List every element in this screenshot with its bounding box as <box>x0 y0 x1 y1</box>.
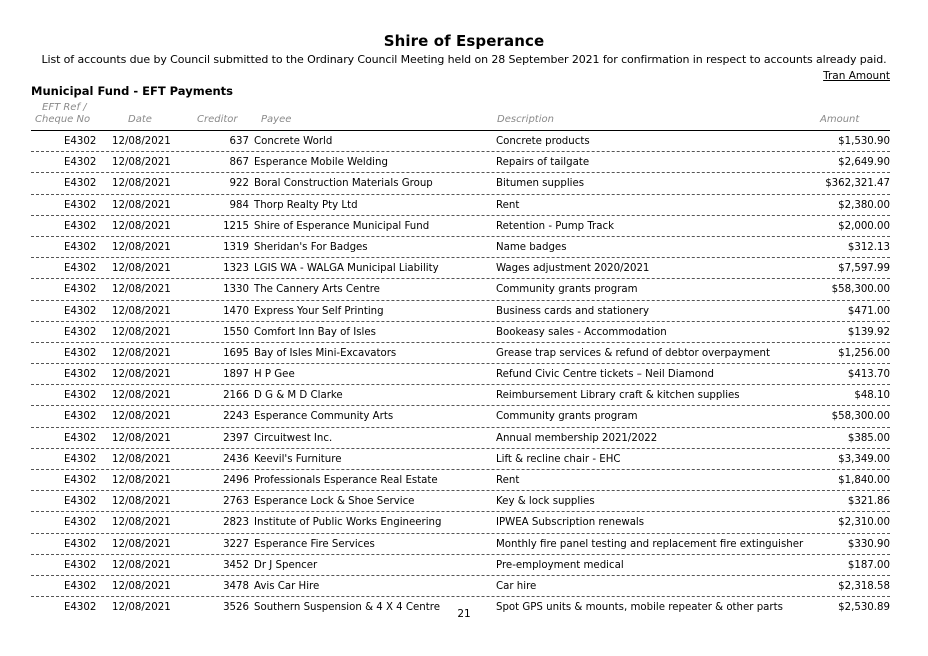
cell-amount: $413.70 <box>847 369 890 381</box>
table-row <box>31 216 890 237</box>
cell-date: 12/08/2021 <box>112 580 171 592</box>
cell-date: 12/08/2021 <box>112 453 171 465</box>
cell-payee: Southern Suspension & 4 X 4 Centre <box>254 602 440 614</box>
cell-creditor: 3452 <box>223 559 249 571</box>
table-row <box>31 364 890 385</box>
cell-date: 12/08/2021 <box>112 263 171 275</box>
cell-description: IPWEA Subscription renewals <box>496 517 645 529</box>
cell-payee: Circuitwest Inc. <box>254 432 333 444</box>
cell-amount: $385.00 <box>847 432 890 444</box>
cell-creditor: 1319 <box>223 241 249 253</box>
cell-description: Community grants program <box>496 411 638 423</box>
cell-description: Business cards and stationery <box>496 305 649 317</box>
cell-eft-ref: E4302 <box>64 475 97 486</box>
cell-amount: $187.00 <box>847 559 890 571</box>
cell-payee: Dr J Spencer <box>254 559 318 571</box>
cell-amount: $58,300.00 <box>831 284 890 296</box>
cell-date: 12/08/2021 <box>112 432 171 444</box>
cell-eft-ref: E4302 <box>64 241 97 253</box>
payments-table-body <box>31 131 890 617</box>
header-description: Description <box>497 114 554 125</box>
cell-creditor: 3526 <box>223 602 249 614</box>
cell-date: 12/08/2021 <box>112 369 171 381</box>
cell-amount: $2,649.90 <box>838 157 890 169</box>
cell-eft-ref: E4302 <box>64 390 97 402</box>
cell-creditor: 1470 <box>223 305 249 317</box>
cell-date: 12/08/2021 <box>112 284 171 296</box>
cell-description: Concrete products <box>496 136 590 147</box>
cell-creditor: 1695 <box>223 347 249 359</box>
table-row <box>31 385 890 406</box>
cell-creditor: 3227 <box>223 538 249 550</box>
cell-description: Lift & recline chair - EHC <box>496 453 621 465</box>
cell-payee: Avis Car Hire <box>254 580 320 592</box>
cell-amount: $1,840.00 <box>838 475 890 486</box>
table-row <box>31 534 890 555</box>
cell-eft-ref: E4302 <box>64 136 97 147</box>
tran-amount-link[interactable]: Tran Amount <box>823 70 890 82</box>
header-creditor: Creditor <box>197 114 238 125</box>
cell-date: 12/08/2021 <box>112 390 171 402</box>
cell-amount: $58,300.00 <box>831 411 890 423</box>
cell-description: Repairs of tailgate <box>496 157 590 169</box>
cell-eft-ref: E4302 <box>64 602 97 614</box>
cell-description: Bookeasy sales - Accommodation <box>496 326 667 338</box>
cell-description: Wages adjustment 2020/2021 <box>496 263 650 275</box>
cell-eft-ref: E4302 <box>64 284 97 296</box>
header-date: Date <box>128 114 152 125</box>
cell-creditor: 2166 <box>223 390 249 402</box>
cell-date: 12/08/2021 <box>112 517 171 529</box>
cell-amount: $2,380.00 <box>838 199 890 211</box>
page-number: 21 <box>457 608 471 620</box>
cell-amount: $471.00 <box>847 305 890 317</box>
cell-description: Monthly fire panel testing and replacement fire extinguisher <box>496 538 804 550</box>
cell-payee: D G & M D Clarke <box>254 390 343 402</box>
cell-eft-ref: E4302 <box>64 263 97 275</box>
cell-payee: Institute of Public Works Engineering <box>254 517 442 529</box>
cell-amount: $48.10 <box>854 390 890 402</box>
table-row <box>31 152 890 173</box>
cell-eft-ref: E4302 <box>64 432 97 444</box>
cell-payee: Sheridan's For Badges <box>254 241 368 253</box>
document-subtitle: List of accounts due by Council submitted to the Ordinary Council Meeting held on 28 September 2021 for confirmation in respect to accounts already paid. <box>41 53 887 66</box>
table-row <box>31 131 890 152</box>
cell-eft-ref: E4302 <box>64 538 97 550</box>
cell-payee: Boral Construction Materials Group <box>254 178 433 190</box>
cell-eft-ref: E4302 <box>64 326 97 338</box>
cell-description: Reimbursement Library craft & kitchen supplies <box>496 390 740 402</box>
table-row <box>31 491 890 512</box>
cell-description: Key & lock supplies <box>496 496 595 508</box>
cell-date: 12/08/2021 <box>112 136 171 147</box>
table-row <box>31 576 890 597</box>
cell-creditor: 2436 <box>223 453 249 465</box>
cell-date: 12/08/2021 <box>112 305 171 317</box>
cell-amount: $1,530.90 <box>838 136 890 147</box>
cell-payee: LGIS WA - WALGA Municipal Liability <box>254 263 439 275</box>
cell-amount: $7,597.99 <box>838 263 890 275</box>
cell-amount: $2,318.58 <box>838 580 890 592</box>
cell-creditor: 1323 <box>223 263 249 275</box>
table-row <box>31 449 890 470</box>
cell-creditor: 984 <box>229 199 249 211</box>
cell-description: Rent <box>496 475 520 486</box>
cell-payee: Shire of Esperance Municipal Fund <box>254 220 430 232</box>
cell-payee: Esperance Mobile Welding <box>254 157 388 169</box>
cell-date: 12/08/2021 <box>112 241 171 253</box>
cell-creditor: 922 <box>229 178 249 190</box>
section-title: Municipal Fund - EFT Payments <box>31 84 234 98</box>
cell-description: Car hire <box>496 580 537 592</box>
cell-eft-ref: E4302 <box>64 369 97 381</box>
cell-eft-ref: E4302 <box>64 199 97 211</box>
table-row <box>31 237 890 258</box>
cell-creditor: 2243 <box>223 411 249 423</box>
cell-amount: $2,310.00 <box>838 517 890 529</box>
cell-eft-ref: E4302 <box>64 157 97 169</box>
cell-date: 12/08/2021 <box>112 178 171 190</box>
table-row <box>31 322 890 343</box>
table-row <box>31 173 890 194</box>
cell-payee: Keevil's Furniture <box>254 453 342 465</box>
cell-payee: Esperance Fire Services <box>254 538 375 550</box>
cell-payee: Concrete World <box>254 136 333 147</box>
cell-description: Refund Civic Centre tickets – Neil Diamond <box>496 369 714 381</box>
cell-date: 12/08/2021 <box>112 199 171 211</box>
header-ref-line1: EFT Ref / <box>42 102 87 113</box>
cell-amount: $321.86 <box>847 496 890 508</box>
cell-description: Retention - Pump Track <box>496 220 614 232</box>
cell-creditor: 867 <box>229 157 249 169</box>
table-row <box>31 343 890 364</box>
cell-creditor: 1215 <box>223 220 249 232</box>
cell-creditor: 1330 <box>223 284 249 296</box>
cell-payee: Comfort Inn Bay of Isles <box>254 326 376 338</box>
cell-payee: Esperance Lock & Shoe Service <box>254 496 415 508</box>
cell-creditor: 1897 <box>223 369 249 381</box>
cell-date: 12/08/2021 <box>112 538 171 550</box>
cell-eft-ref: E4302 <box>64 178 97 190</box>
header-ref-line2: Cheque No <box>35 114 91 125</box>
table-row <box>31 301 890 322</box>
cell-payee: Express Your Self Printing <box>254 305 384 317</box>
table-row <box>31 406 890 427</box>
cell-amount: $3,349.00 <box>838 453 890 465</box>
cell-payee: Thorp Realty Pty Ltd <box>254 199 358 211</box>
cell-date: 12/08/2021 <box>112 347 171 359</box>
cell-date: 12/08/2021 <box>112 220 171 232</box>
table-row <box>31 512 890 533</box>
cell-description: Community grants program <box>496 284 638 296</box>
table-row <box>31 195 890 216</box>
table-row <box>31 555 890 576</box>
cell-creditor: 1550 <box>223 326 249 338</box>
cell-creditor: 2823 <box>223 517 249 529</box>
header-payee: Payee <box>261 114 292 125</box>
cell-description: Rent <box>496 199 520 211</box>
cell-date: 12/08/2021 <box>112 602 171 614</box>
table-row <box>31 279 890 300</box>
cell-payee: Bay of Isles Mini-Excavators <box>254 347 397 359</box>
table-row <box>31 258 890 279</box>
table-row <box>31 428 890 449</box>
cell-description: Pre-employment medical <box>496 559 624 571</box>
cell-eft-ref: E4302 <box>64 559 97 571</box>
cell-description: Name badges <box>496 241 567 253</box>
cell-amount: $330.90 <box>847 538 890 550</box>
cell-amount: $2,000.00 <box>838 220 890 232</box>
cell-eft-ref: E4302 <box>64 580 97 592</box>
cell-description: Annual membership 2021/2022 <box>496 432 658 444</box>
cell-description: Grease trap services & refund of debtor overpayment <box>496 347 770 359</box>
cell-date: 12/08/2021 <box>112 496 171 508</box>
cell-creditor: 637 <box>229 136 249 147</box>
cell-creditor: 2397 <box>223 432 249 444</box>
cell-creditor: 2763 <box>223 496 249 508</box>
cell-description: Spot GPS units & mounts, mobile repeater & other parts <box>496 602 783 614</box>
cell-amount: $362,321.47 <box>825 178 890 190</box>
cell-amount: $139.92 <box>847 326 890 338</box>
cell-payee: The Cannery Arts Centre <box>254 284 380 296</box>
cell-payee: Professionals Esperance Real Estate <box>254 475 438 486</box>
cell-eft-ref: E4302 <box>64 453 97 465</box>
cell-date: 12/08/2021 <box>112 411 171 423</box>
cell-payee: H P Gee <box>254 369 295 381</box>
cell-eft-ref: E4302 <box>64 220 97 232</box>
cell-amount: $2,530.89 <box>838 602 890 614</box>
cell-eft-ref: E4302 <box>64 347 97 359</box>
document-title: Shire of Esperance <box>383 32 545 50</box>
cell-description: Bitumen supplies <box>496 178 585 190</box>
cell-date: 12/08/2021 <box>112 475 171 486</box>
cell-eft-ref: E4302 <box>64 411 97 423</box>
cell-amount: $1,256.00 <box>838 347 890 359</box>
cell-eft-ref: E4302 <box>64 496 97 508</box>
cell-eft-ref: E4302 <box>64 305 97 317</box>
cell-payee: Esperance Community Arts <box>254 411 394 423</box>
cell-creditor: 3478 <box>223 580 249 592</box>
cell-date: 12/08/2021 <box>112 157 171 169</box>
cell-date: 12/08/2021 <box>112 326 171 338</box>
cell-creditor: 2496 <box>223 475 249 486</box>
cell-date: 12/08/2021 <box>112 559 171 571</box>
table-row <box>31 470 890 491</box>
cell-amount: $312.13 <box>847 241 890 253</box>
cell-eft-ref: E4302 <box>64 517 97 529</box>
header-amount: Amount <box>820 114 860 125</box>
